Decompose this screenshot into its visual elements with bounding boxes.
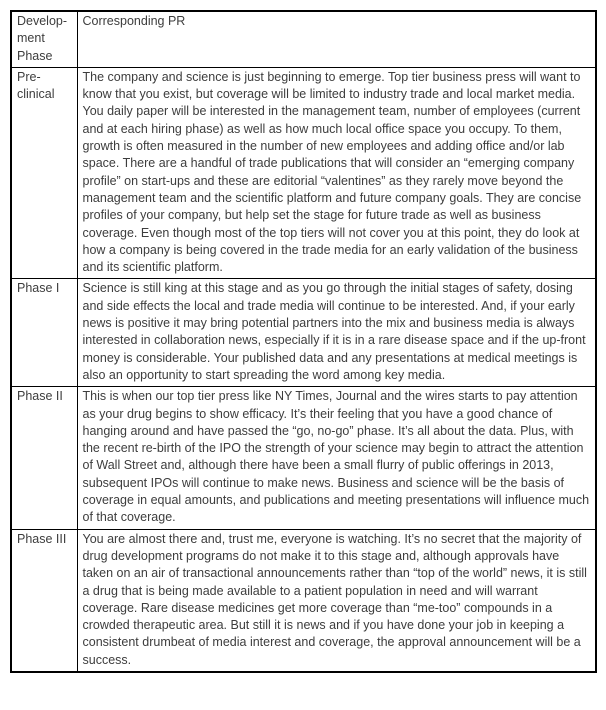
table-header-row [11,11,596,67]
development-pr-table [10,10,597,673]
table-row-phase-2 [11,387,596,529]
table-row-preclinical [11,67,596,279]
phase-cell-phase-3: Phase III [11,529,77,672]
phase-cell-phase-1: Phase I [11,279,77,387]
pr-cell-phase-1: Science is still king at this stage and as you go through the initial stages of safety, dosing and side effects the local and trade media will continue to be interested. And, if your early news is positive it may bring potential partners into the mix and business media is always interested in collaboration news, especially if it is in a rare disease space and if the up-front money is considerable. Your published data and any presentations at medical meetings is also an opportunity to start spreading the word among key media. [77,279,596,387]
table-row-phase-1 [11,279,596,387]
pr-cell-phase-3: You are almost there and, trust me, everyone is watching. It’s no secret that the majority of drug development programs do not make it to this stage and, although approvals have taken on an air of transactional announcements rather than “top of the world” news, it is still a drug that is being made available to a patient population in need and will warrant coverage. Rare disease medicines get more coverage than “me-too” compounds in a crowded therapeutic area. But still it is news and if you have done your job in keeping a consistent drumbeat of media interest and coverage, the approval announcement will be a success. [77,529,596,672]
header-development-phase: Develop-ment Phase [11,11,77,67]
phase-cell-phase-2: Phase II [11,387,77,529]
pr-cell-preclinical: The company and science is just beginning to emerge. Top tier business press will want to know that you exist, but coverage will be limited to industry trade and local market media. You daily paper will be interested in the management team, number of employees (current and at each hiring phase) as well as how much local office space you occupy. To them, growth is often measured in the number of new employees and adding office and/or lab space. There are a handful of trade publications that will consider an “emerging company profile” on start-ups and these are editorial “valentines” as they rarely move beyond the management team and the scientific platform and future company goals. They are concise profiles of your company, but help set the stage for future trade as well as business coverage. Even though most of the top tiers will not cover you at this point, they do look at how a company is being covered in the trade media for an early validation of the business and its scientific platform. [77,67,596,279]
phase-cell-preclinical: Pre-clinical [11,67,77,279]
table-row-phase-3 [11,529,596,672]
header-corresponding-pr: Corresponding PR [77,11,596,67]
pr-cell-phase-2: This is when our top tier press like NY Times, Journal and the wires starts to pay attention as your drug begins to show efficacy. It’s their feeling that you have a good chance of hanging around and have passed the “go, no-go” phase. It’s all about the data. Plus, with the recent re-birth of the IPO the strength of your science may begin to attract the attention of Wall Street and, although there have been a small flurry of public offerings in 2013, subsequent IPOs will continue to make news. Business and science will be the basis of coverage in equal amounts, and publications and meeting presentations will influence much of that coverage. [77,387,596,529]
